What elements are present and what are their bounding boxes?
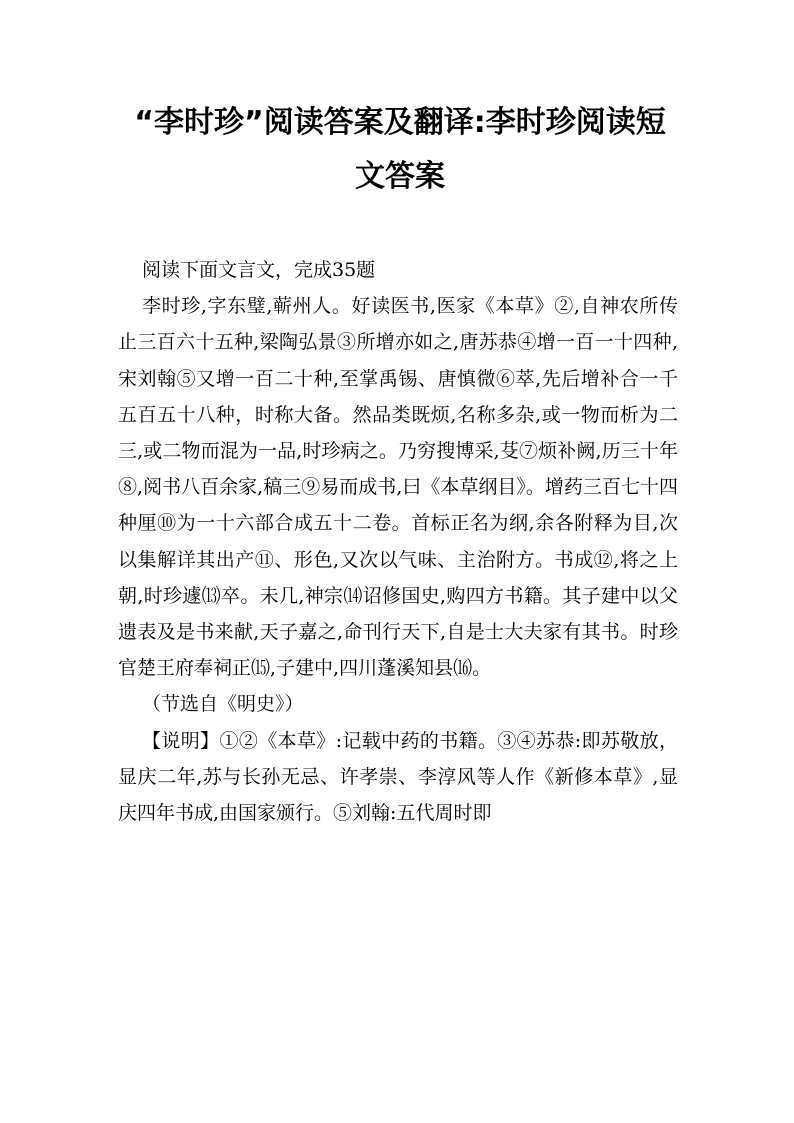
source-citation: （节选自《明史》） [142, 693, 304, 716]
page-title [120, 96, 680, 204]
notes-text: ①②《本草》:记载中药的书籍。③④苏恭:即苏敬放，显庆二年,苏与长孙无忌、许孝崇、李淳风等人作《新修本草》,显庆四年书成,由国家颁行。⑤刘翰:五代周时即 [118, 729, 678, 825]
intro-paragraph: 阅读下面文言文，完成35题 [142, 259, 376, 281]
title-line-1: “李时珍”阅读答案及翻译:李时珍阅读短 [134, 105, 666, 140]
passage-paragraph: 李时珍,字东璧,蕲州人。好读医书,医家《本草》②,自神农所传止三百六十五种,梁陶弘景③所增亦如之,唐苏恭④增一百一十四种,宋刘翰⑤又增一百二十种,至掌禹锡、唐慎微⑥萃,先后增补合一千五百五十八种，时称大备。然品类既烦,名称多杂,或一物而析为二三,或二物而混为一品,时珍病之。乃穷搜博采,芟⑦烦补阙,历三十年⑧,阅书八百余家,稿三⑨易而成书,曰《本草纲目》。增药三百七十四种厘⑩为一十六部合成五十二卷。首标正名为纲,余各附释为目,次以集解详其出产⑪、形色,又次以气味、主治附方。书成⑫,将之上朝,时珍遽⒀卒。未几,神宗⒁诏修国史,购四方书籍。其子建中以父遗表及是书来献,天子嘉之,命刊行天下,自是士大夫家有其书。时珍官楚王府奉祠正⒂,子建中,四川蓬溪知县⒃。 [118, 295, 678, 680]
notes-label: 【说明】 [142, 729, 220, 752]
title-line-2: 文答案 [355, 159, 445, 194]
notes-paragraph [118, 723, 678, 832]
article-body [118, 252, 678, 831]
